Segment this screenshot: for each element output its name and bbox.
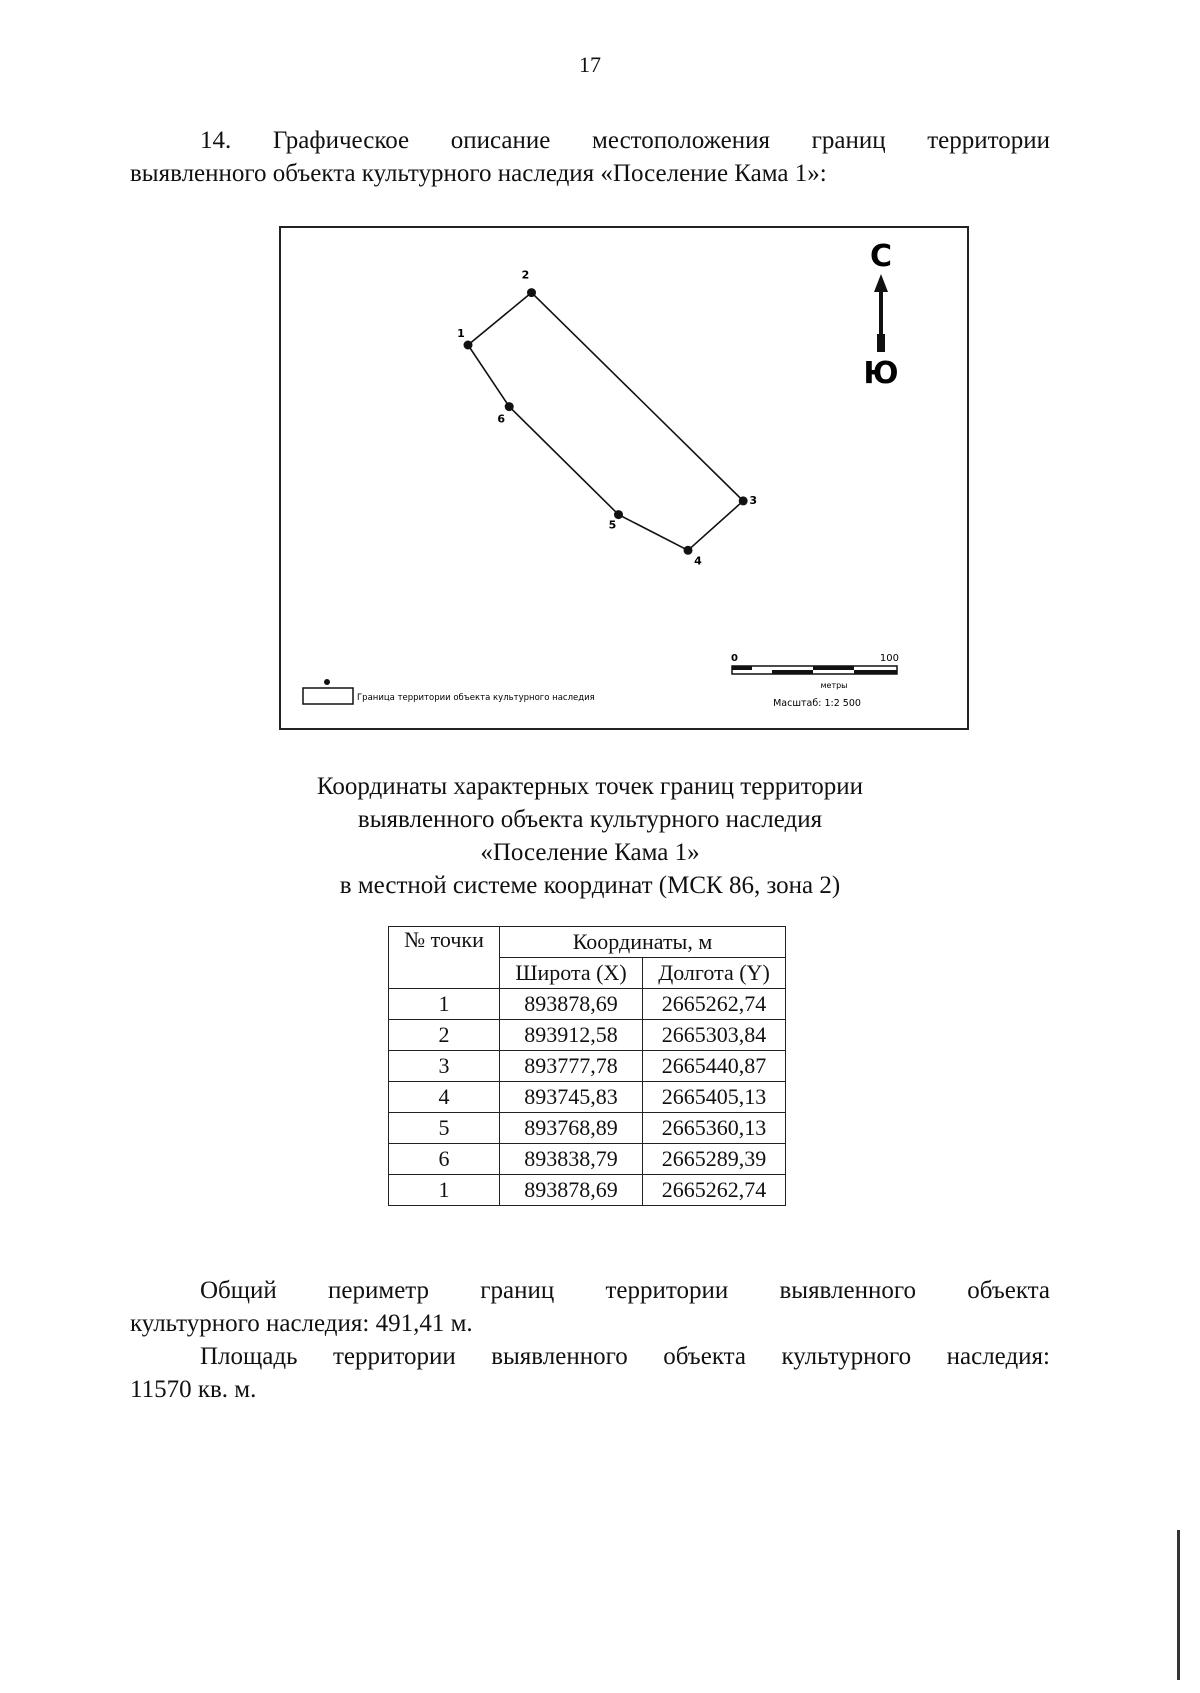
coordinates-table [388,926,786,1206]
scale-bar [731,653,899,709]
scale-text: Масштаб: 1:2 500 [773,698,861,709]
table-row [389,1113,786,1144]
boundary-line [468,293,743,551]
area-line-2: 11570 кв. м. [130,1376,257,1403]
perimeter-line-1: Общий периметр границ территории выявленного объекта [200,1277,1050,1304]
area-paragraph [130,1340,1050,1406]
header-x: Широта (X) [500,958,643,989]
boundary-point-6 [505,402,514,411]
scale-start-label: 0 [731,653,738,664]
table-row [389,1082,786,1113]
legend-point-icon [324,679,330,685]
coordinates-title [0,770,1180,902]
table-row [389,1144,786,1175]
boundary-point-label: 2 [521,268,530,282]
page-number: 17 [579,52,601,77]
boundary-map [279,226,969,730]
boundary-point-label: 4 [694,554,702,568]
boundary-polygon-layer [457,269,757,568]
cell-x: 893745,83 [500,1082,643,1113]
coords-title-line-4: в местной системе координат (МСК 86, зона 2) [339,872,841,899]
heading-line-1: 14. Графическое описание местоположения границ территории [200,127,1050,154]
cell-x: 893838,79 [500,1144,643,1175]
cell-y: 2665262,74 [643,989,786,1020]
cell-x: 893768,89 [500,1113,643,1144]
legend [303,679,595,704]
boundary-point-4 [684,546,693,555]
header-y: Долгота (Y) [643,958,786,989]
cell-x: 893878,69 [500,1175,643,1206]
cell-x: 893777,78 [500,1051,643,1082]
header-coords: Координаты, м [500,927,786,958]
perimeter-paragraph [130,1274,1050,1340]
north-arrow-icon [874,274,888,352]
cell-x: 893878,69 [500,989,643,1020]
coords-title-line-3: «Поселение Кама 1» [480,839,700,866]
north-label: С [869,239,893,274]
boundary-point-label: 6 [497,412,506,426]
boundary-point-1 [464,341,473,350]
area-line-1: Площадь территории выявленного объекта культурного наследия: [200,1343,1050,1370]
legend-boundary-icon [303,688,353,704]
cell-point: 4 [389,1082,500,1113]
boundary-point-label: 1 [457,327,465,340]
cell-point: 2 [389,1020,500,1051]
table-row [389,1051,786,1082]
south-label: Ю [863,356,899,391]
cell-x: 893912,58 [500,1020,643,1051]
scale-units: метры [820,681,848,690]
cell-point: 6 [389,1144,500,1175]
coords-title-line-2: выявленного объекта культурного наследия [357,806,823,833]
cell-y: 2665405,13 [643,1082,786,1113]
cell-y: 2665289,39 [643,1144,786,1175]
heading-line-2: выявленного объекта культурного наследия «Поселение Кама 1»: [130,160,827,187]
legend-text: Граница территории объекта культурного наследия [357,693,595,703]
cell-y: 2665262,74 [643,1175,786,1206]
boundary-point-label: 3 [749,493,758,507]
table-row [389,989,786,1020]
section-heading [130,124,1050,190]
cell-y: 2665303,84 [643,1020,786,1051]
map-canvas [281,228,967,728]
cell-point: 1 [389,1175,500,1206]
boundary-point-label: 5 [608,518,617,532]
coords-title-line-1: Координаты характерных точек границ территории [316,773,864,800]
cell-point: 3 [389,1051,500,1082]
table-row [389,1020,786,1051]
scale-end-label: 100 [879,653,899,664]
header-point: № точки [389,927,500,989]
boundary-point-3 [739,496,748,505]
boundary-point-2 [527,288,536,297]
cell-point: 1 [389,989,500,1020]
cell-point: 5 [389,1113,500,1144]
cell-y: 2665440,87 [643,1051,786,1082]
cell-y: 2665360,13 [643,1113,786,1144]
table-row [389,1175,786,1206]
scan-edge-mark [1177,1530,1180,1680]
perimeter-line-2: культурного наследия: 491,41 м. [130,1310,473,1337]
